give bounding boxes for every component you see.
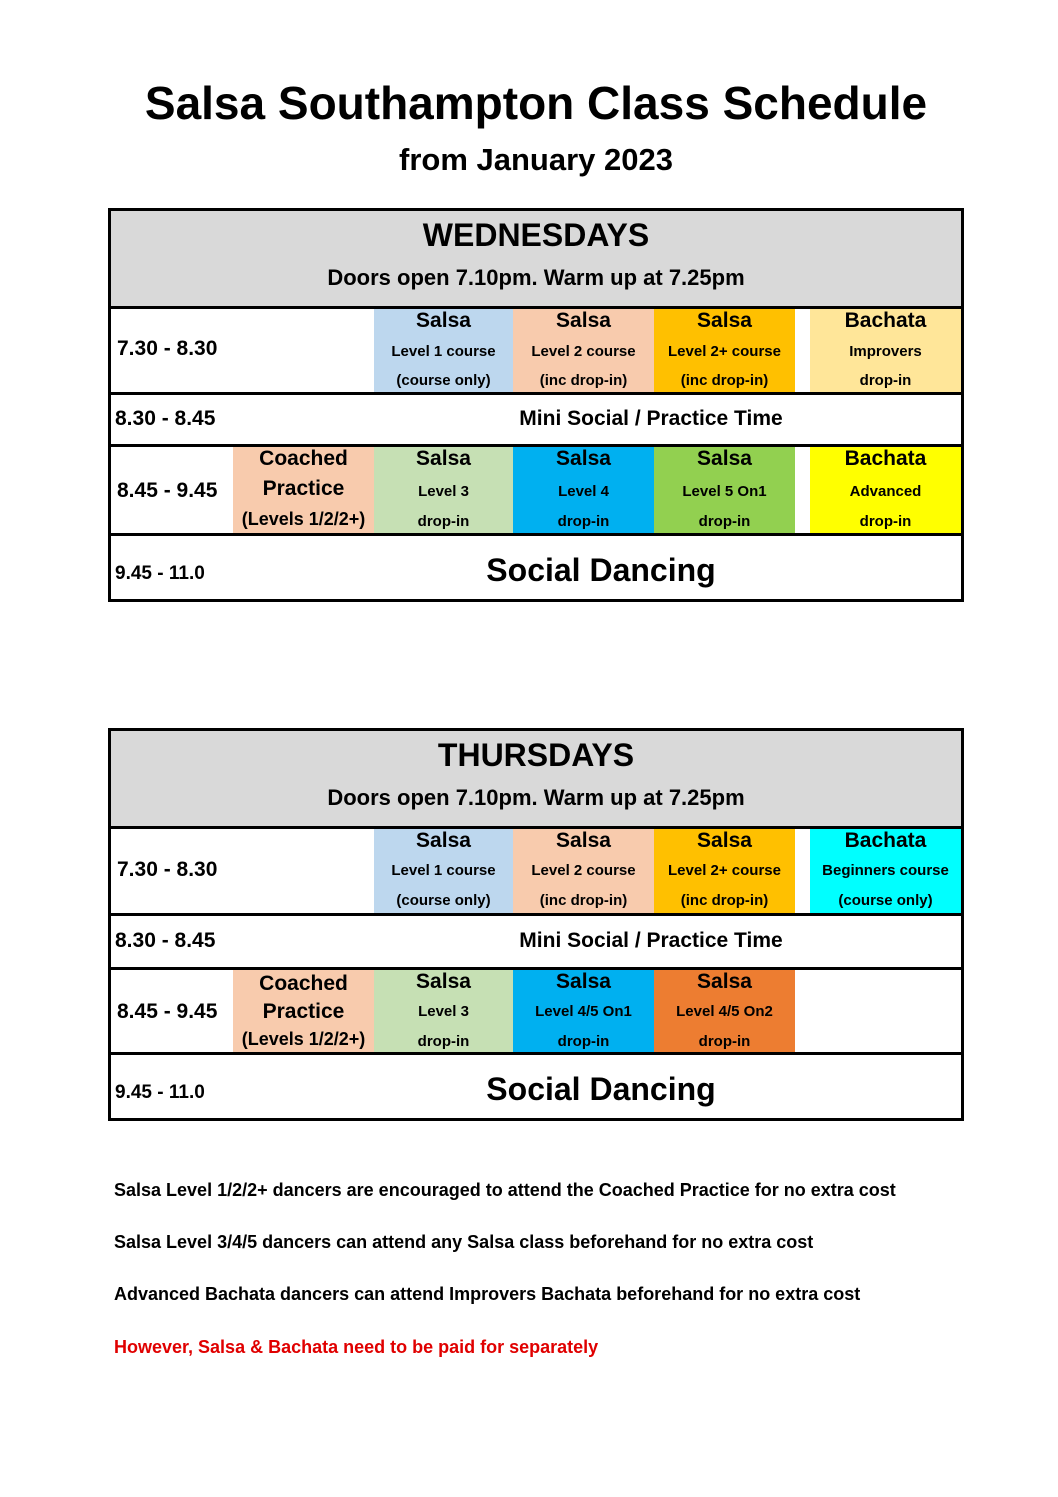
class-cell — [810, 829, 961, 913]
class-title: Salsa — [697, 829, 752, 852]
mini-social-label: Mini Social / Practice Time — [519, 407, 783, 430]
class-type: (inc drop-in) — [680, 372, 769, 389]
class-level: Level 4/5 On2 — [676, 1003, 773, 1020]
class-type: drop-in — [698, 1033, 751, 1050]
wed-row-830 — [111, 395, 961, 447]
class-type: drop-in — [859, 513, 912, 530]
time-slot: 8.30 - 8.45 — [115, 407, 216, 430]
page-subtitle: from January 2023 — [399, 142, 673, 177]
time-slot: 8.45 - 9.45 — [117, 479, 218, 502]
class-cell — [374, 829, 513, 913]
class-level: Level 3 — [418, 1003, 469, 1020]
class-title: Salsa — [697, 447, 752, 470]
class-title: Salsa — [416, 447, 471, 470]
wed-row-845 — [111, 447, 961, 536]
class-title: Salsa — [697, 309, 752, 332]
class-type: (course only) — [396, 372, 491, 389]
coached-levels: (Levels 1/2/2+) — [241, 1029, 366, 1049]
class-type: (inc drop-in) — [680, 892, 769, 909]
class-cell — [513, 829, 654, 913]
class-title: Salsa — [556, 447, 611, 470]
wednesday-schedule — [108, 208, 964, 602]
coached-line: Practice — [262, 477, 345, 500]
class-title: Salsa — [416, 970, 471, 993]
class-cell — [810, 309, 961, 392]
class-cell — [810, 447, 961, 533]
coached-levels: (Levels 1/2/2+) — [241, 509, 366, 529]
class-level: Level 2 course — [531, 343, 636, 360]
social-dancing-label: Social Dancing — [486, 552, 716, 588]
class-level: Improvers — [849, 343, 922, 360]
class-type: drop-in — [859, 372, 912, 389]
class-cell — [654, 447, 795, 533]
class-cell — [513, 447, 654, 533]
note-bachata: Advanced Bachata dancers can attend Improvers Bachata beforehand for no extra cost — [114, 1284, 861, 1304]
class-level: Level 2 course — [531, 862, 636, 879]
thu-row-730 — [111, 829, 961, 916]
class-type: (course only) — [838, 892, 933, 909]
coached-line: Coached — [259, 972, 348, 995]
class-type: (inc drop-in) — [539, 372, 628, 389]
mini-social-label: Mini Social / Practice Time — [519, 929, 783, 952]
class-title: Salsa — [697, 970, 752, 993]
class-type: drop-in — [417, 1033, 470, 1050]
coached-line: Practice — [262, 1000, 345, 1023]
note-salsa-levels: Salsa Level 3/4/5 dancers can attend any Salsa class beforehand for no extra cost — [114, 1232, 814, 1252]
coached-practice-cell — [233, 970, 374, 1052]
class-title: Salsa — [556, 309, 611, 332]
note-coached-practice: Salsa Level 1/2/2+ dancers are encouraged to attend the Coached Practice for no extra cost — [114, 1180, 896, 1200]
time-slot: 7.30 - 8.30 — [117, 858, 218, 881]
day-title: THURSDAYS — [437, 737, 635, 773]
class-type: drop-in — [557, 513, 610, 530]
class-level: Beginners course — [822, 862, 949, 879]
note-payment-warning: However, Salsa & Bachata need to be paid for separately — [114, 1337, 599, 1357]
thursday-schedule — [108, 728, 964, 1121]
social-dancing-label: Social Dancing — [486, 1071, 716, 1107]
page-title: Salsa Southampton Class Schedule — [144, 77, 928, 129]
coached-line: Coached — [259, 447, 348, 470]
doors-info: Doors open 7.10pm. Warm up at 7.25pm — [327, 265, 745, 290]
class-title: Bachata — [844, 829, 927, 852]
thu-row-845 — [111, 970, 961, 1055]
class-type: drop-in — [698, 513, 751, 530]
thu-row-830 — [111, 916, 961, 970]
class-cell — [374, 970, 513, 1052]
wed-row-945 — [111, 536, 961, 599]
doors-info: Doors open 7.10pm. Warm up at 7.25pm — [327, 785, 745, 810]
class-cell — [374, 447, 513, 533]
class-type: drop-in — [417, 513, 470, 530]
thu-row-945 — [111, 1055, 961, 1118]
time-slot: 8.30 - 8.45 — [115, 929, 216, 952]
coached-practice-cell — [233, 447, 374, 533]
class-level: Level 1 course — [391, 862, 496, 879]
class-cell — [654, 829, 795, 913]
class-type: (inc drop-in) — [539, 892, 628, 909]
wednesday-header — [111, 211, 961, 309]
class-level: Level 4/5 On1 — [535, 1003, 632, 1020]
wed-row-730 — [111, 309, 961, 395]
time-slot: 9.45 - 11.0 — [115, 1082, 205, 1103]
class-title: Salsa — [416, 309, 471, 332]
class-cell — [513, 309, 654, 392]
class-title: Salsa — [416, 829, 471, 852]
class-cell — [374, 309, 513, 392]
class-level: Level 5 On1 — [682, 483, 767, 500]
class-type: (course only) — [396, 892, 491, 909]
time-slot: 7.30 - 8.30 — [117, 337, 218, 360]
class-level: Advanced — [849, 483, 922, 500]
time-slot: 8.45 - 9.45 — [117, 1000, 218, 1023]
class-type: drop-in — [557, 1033, 610, 1050]
thursday-header — [111, 731, 961, 829]
class-title: Salsa — [556, 829, 611, 852]
class-level: Level 4 — [558, 483, 609, 500]
class-level: Level 3 — [418, 483, 469, 500]
class-title: Bachata — [844, 447, 927, 470]
class-cell — [654, 970, 795, 1052]
day-title: WEDNESDAYS — [422, 217, 650, 253]
class-cell — [654, 309, 795, 392]
class-level: Level 2+ course — [668, 343, 781, 360]
class-title: Bachata — [844, 309, 927, 332]
class-title: Salsa — [556, 970, 611, 993]
class-cell — [513, 970, 654, 1052]
class-level: Level 2+ course — [668, 862, 781, 879]
time-slot: 9.45 - 11.0 — [115, 563, 205, 584]
class-level: Level 1 course — [391, 343, 496, 360]
